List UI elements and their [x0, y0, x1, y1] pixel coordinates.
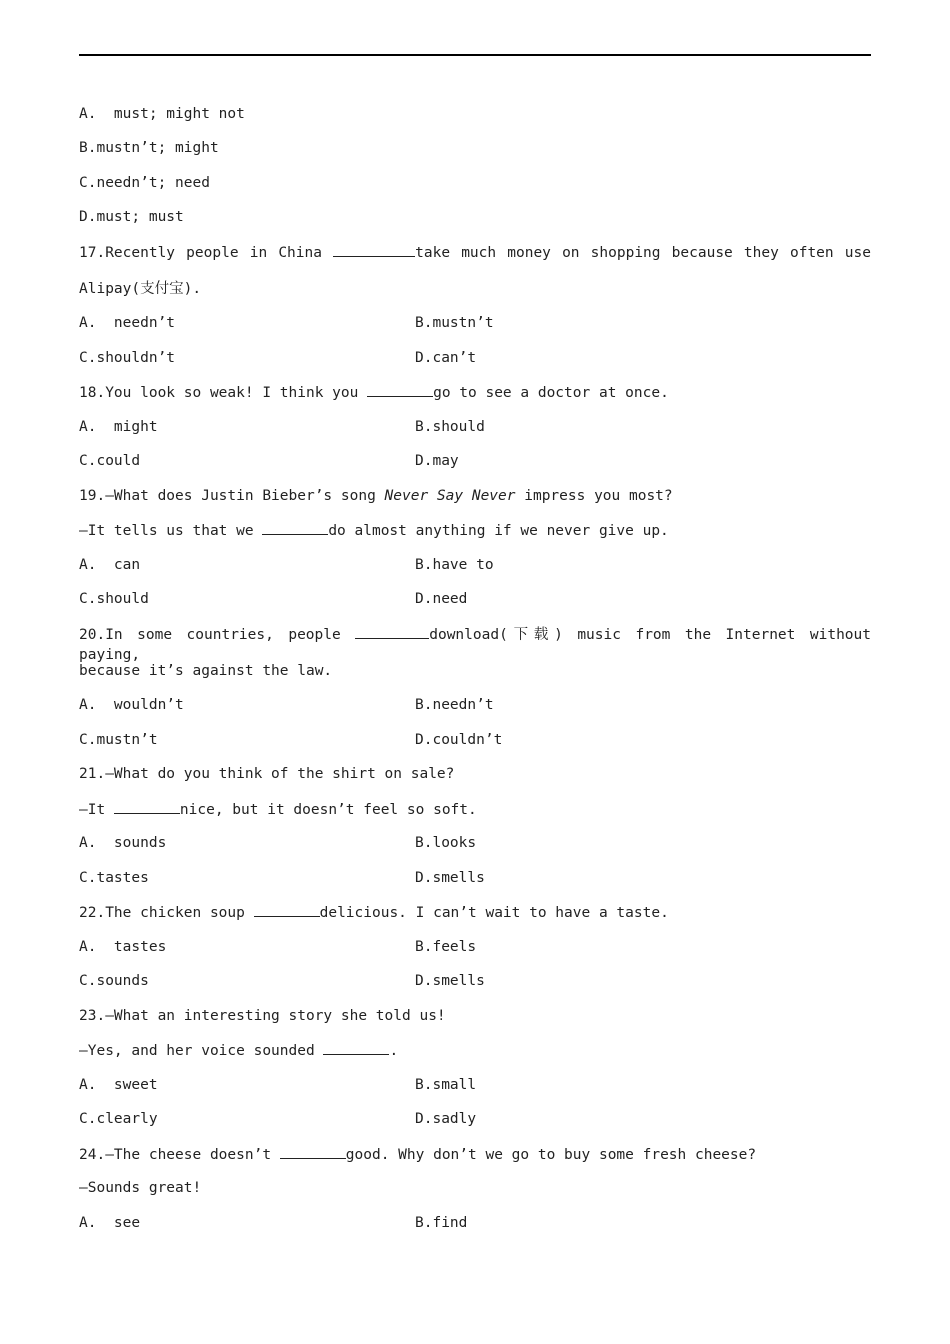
q20-option-b: B.needn’t: [415, 697, 494, 713]
q20-stem: [79, 624, 871, 665]
q24-option-b: B.find: [415, 1215, 468, 1231]
q24-stem: [79, 1144, 871, 1165]
q24-options-row1: [79, 1213, 871, 1233]
q21-option-b: B.looks: [415, 835, 477, 851]
q23-options-row1: [79, 1075, 871, 1095]
q20-stem-before: 20.In some countries, people: [79, 627, 341, 643]
q21-line2: [79, 799, 871, 820]
q22-blank: [254, 902, 320, 917]
q19-line2-before: —It tells us that we: [79, 523, 263, 539]
q21-line2-after: nice, but it doesn’t feel so soft.: [179, 802, 477, 818]
q22-stem-before: 22.The chicken soup: [79, 905, 254, 921]
q19-option-a: A. can: [79, 557, 141, 573]
q21-blank: [114, 799, 180, 814]
q17-option-a: A. needn’t: [79, 315, 176, 331]
q22-option-d: D.smells: [415, 973, 485, 989]
q17-stem-after: take much money on shopping because they often use: [415, 245, 871, 261]
q22-options-row2: [79, 971, 871, 991]
q17-option-d: D.can’t: [415, 350, 477, 366]
q19-line2: [79, 520, 871, 541]
q18-option-b: B.should: [415, 419, 485, 435]
q22-stem-after: delicious. I can’t wait to have a taste.: [319, 905, 669, 921]
q20-options-row1: [79, 695, 871, 715]
q17-blank: [333, 242, 415, 257]
header-rule: [79, 54, 871, 56]
q19-blank: [262, 520, 328, 535]
q20-option-d: D.couldn’t: [415, 732, 503, 748]
q23-options-row2: [79, 1109, 871, 1129]
q16-option-a: A. must; might not: [79, 106, 245, 122]
q20-options-row2: [79, 730, 871, 750]
q23-option-d: D.sadly: [415, 1111, 477, 1127]
q23-blank: [323, 1040, 389, 1055]
q22-option-b: B.feels: [415, 939, 477, 955]
q19-option-c: C.should: [79, 591, 149, 607]
q22-options-row1: [79, 937, 871, 957]
q19-option-d: D.need: [415, 591, 468, 607]
q18-stem-before: 18.You look so weak! I think you: [79, 385, 368, 401]
q21-option-c: C.tastes: [79, 870, 149, 886]
q17-option-b: B.mustn’t: [415, 315, 494, 331]
q17-options-row2: [79, 348, 871, 368]
q24-line2: —Sounds great!: [79, 1180, 202, 1196]
q16-option-c: C.needn’t; need: [79, 175, 210, 191]
q21-options-row1: [79, 833, 871, 853]
q22-option-a: A. tastes: [79, 939, 167, 955]
q19-stem: [79, 486, 871, 506]
q18-blank: [367, 382, 433, 397]
q19-option-b: B.have to: [415, 557, 494, 573]
q20-option-c: C.mustn’t: [79, 732, 158, 748]
q23-option-c: C.clearly: [79, 1111, 158, 1127]
q21-option-a: A. sounds: [79, 835, 167, 851]
q20-blank: [355, 624, 429, 639]
q20-stem-after: download(下载) music from the Internet without paying,: [79, 627, 871, 663]
q21-option-d: D.smells: [415, 870, 485, 886]
q22-option-c: C.sounds: [79, 973, 149, 989]
q18-option-c: C.could: [79, 453, 141, 469]
q19-options-row2: [79, 589, 871, 609]
q18-option-d: D.may: [415, 453, 459, 469]
q16-option-d: D.must; must: [79, 209, 184, 225]
q21-line2-before: —It: [79, 802, 114, 818]
q23-stem: 23.—What an interesting story she told us!: [79, 1008, 446, 1024]
q17-stem-line2: Alipay(支付宝).: [79, 281, 202, 297]
q21-options-row2: [79, 868, 871, 888]
q16-option-b: B.mustn’t; might: [79, 140, 219, 156]
q24-stem-before: 24.—The cheese doesn’t: [79, 1147, 280, 1163]
q18-option-a: A. might: [79, 419, 158, 435]
q19-options-row1: [79, 555, 871, 575]
q19-song-title: Never Say Never: [384, 488, 516, 504]
q24-stem-after: good. Why don’t we go to buy some fresh cheese?: [345, 1147, 757, 1163]
q18-options-row1: [79, 417, 871, 437]
q24-blank: [280, 1144, 346, 1159]
q23-option-b: B.small: [415, 1077, 477, 1093]
q22-stem: [79, 902, 871, 923]
q17-options-row1: [79, 313, 871, 333]
q23-line2-after: .: [389, 1043, 399, 1059]
q23-option-a: A. sweet: [79, 1077, 158, 1093]
q18-stem-after: go to see a doctor at once.: [433, 385, 669, 401]
q20-stem-line2: because it’s against the law.: [79, 663, 333, 679]
q18-stem: [79, 382, 871, 403]
q17-stem-before: 17.Recently people in China: [79, 245, 322, 261]
q24-option-a: A. see: [79, 1215, 141, 1231]
q23-line2: [79, 1040, 871, 1061]
q17-stem: [79, 242, 871, 263]
q20-option-a: A. wouldn’t: [79, 697, 184, 713]
q19-stem-after: impress you most?: [515, 488, 673, 504]
q19-stem-before: 19.—What does Justin Bieber’s song: [79, 488, 385, 504]
q18-options-row2: [79, 451, 871, 471]
q21-stem: 21.—What do you think of the shirt on sale?: [79, 766, 455, 782]
q17-option-c: C.shouldn’t: [79, 350, 176, 366]
q19-line2-after: do almost anything if we never give up.: [328, 523, 669, 539]
q23-line2-before: —Yes, and her voice sounded: [79, 1043, 324, 1059]
